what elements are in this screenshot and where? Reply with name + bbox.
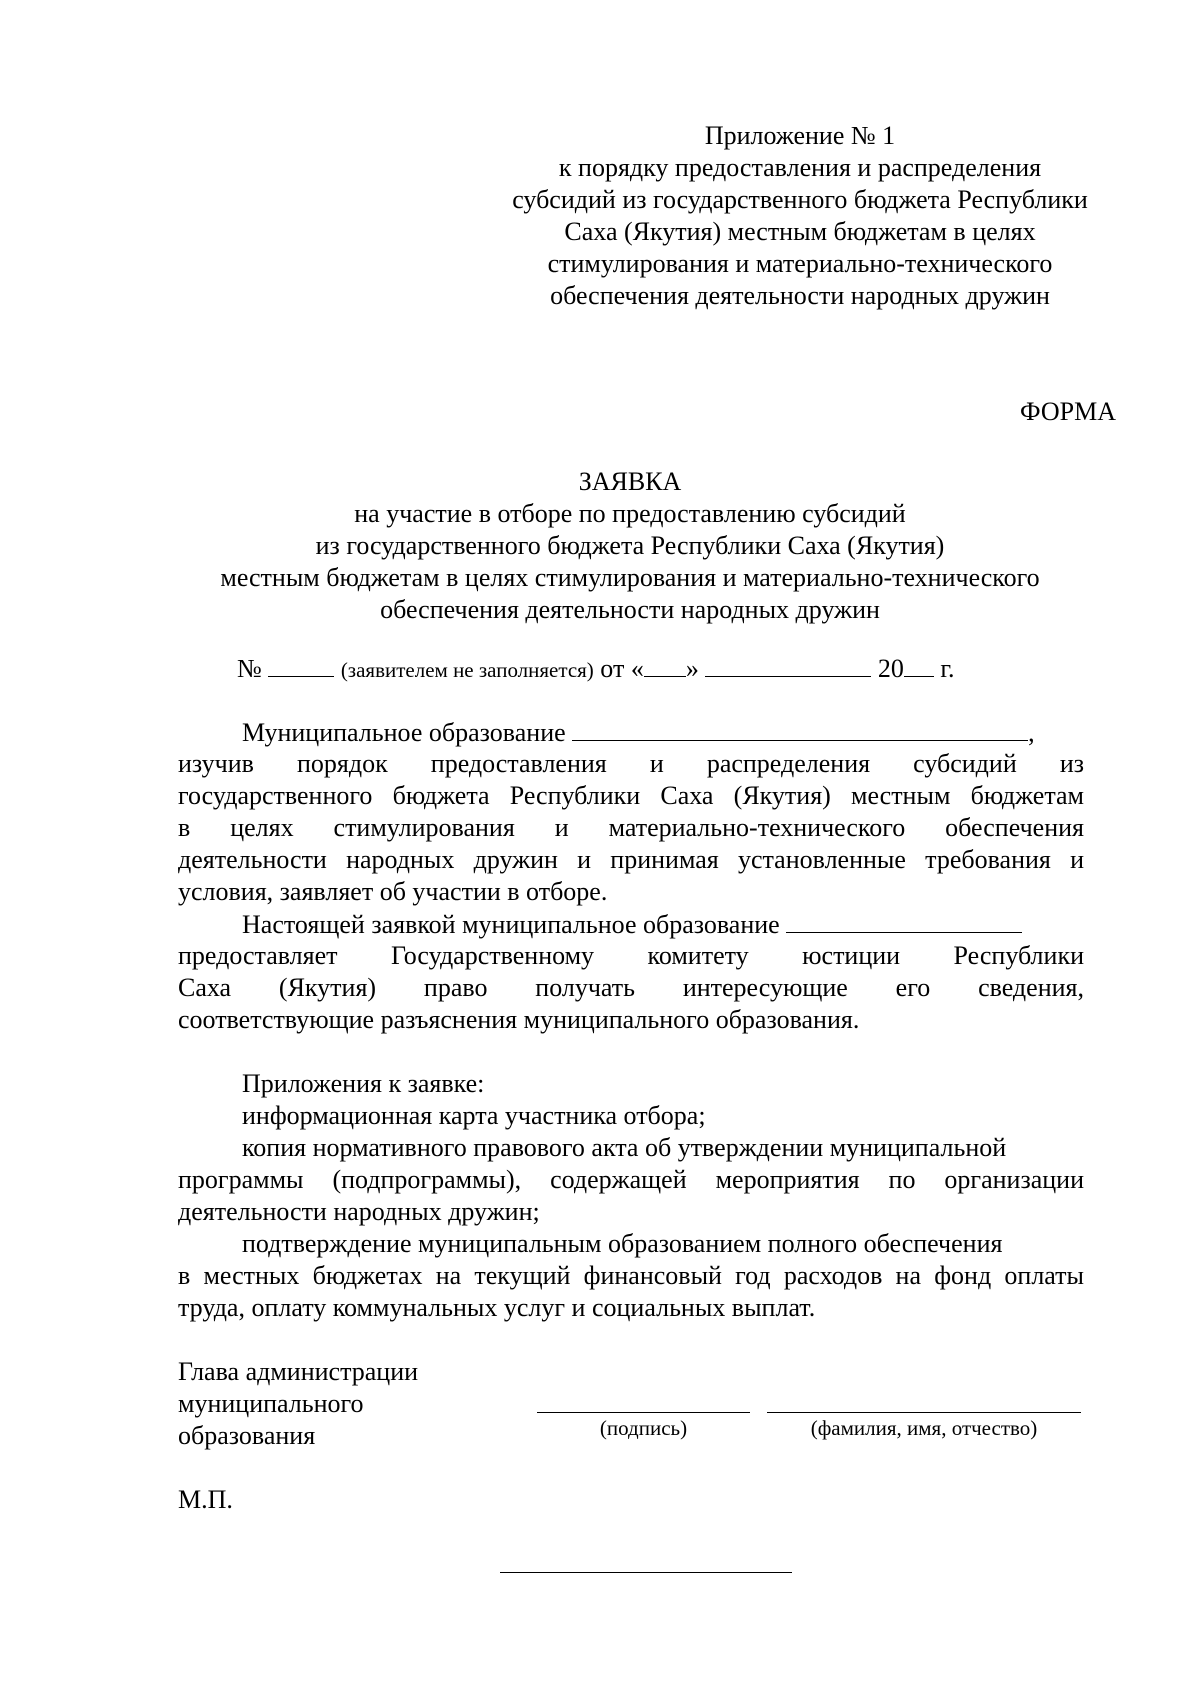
number-note: (заявителем не заполняется) xyxy=(340,658,594,682)
heading-line: обеспечения деятельности народных дружин xyxy=(380,595,880,624)
form-label: ФОРМА xyxy=(1020,397,1116,426)
appendix-line: Саха (Якутия) местным бюджетам в целях xyxy=(564,217,1036,246)
attachments-heading: Приложения к заявке: xyxy=(242,1069,485,1098)
number-sign: № xyxy=(237,654,262,683)
full-name-caption: (фамилия, имя, отчество) xyxy=(810,1416,1038,1440)
municipality-blank xyxy=(572,716,1028,741)
appendix-line: к порядку предоставления и распределения xyxy=(558,153,1042,182)
attachment-item-line: деятельности народных дружин; xyxy=(178,1197,540,1226)
appendix-line: субсидий из государственного бюджета Республики xyxy=(512,185,1088,214)
paragraph-line: Саха (Якутия) право получать интересующие его сведения, xyxy=(178,973,1084,1002)
signatory-title: образования xyxy=(178,1421,316,1450)
consent-line xyxy=(242,908,1022,941)
document-title: ЗАЯВКА xyxy=(578,467,682,496)
signatory-title: Глава администрации xyxy=(178,1357,419,1386)
year-suffix: г. xyxy=(940,654,955,683)
date-from-label: от « xyxy=(600,654,644,683)
heading-line: из государственного бюджета Республики Саха (Якутия) xyxy=(315,531,945,560)
heading-line: на участие в отборе по предоставлению субсидий xyxy=(354,499,906,528)
attachment-item-line: программы (подпрограммы), содержащей мероприятия по организации xyxy=(178,1165,1084,1194)
paragraph-line: соответствующие разъяснения муниципального образования. xyxy=(178,1005,860,1034)
heading-line: местным бюджетам в целях стимулирования и материально-технического xyxy=(220,563,1040,592)
paragraph-line: государственного бюджета Республики Саха (Якутия) местным бюджетам xyxy=(178,781,1084,810)
consent-label: Настоящей заявкой муниципальное образование xyxy=(242,910,780,939)
signatory-title: муниципального xyxy=(178,1389,364,1418)
number-blank xyxy=(268,652,334,677)
consent-blank xyxy=(786,908,1022,933)
signature-caption: (подпись) xyxy=(599,1416,688,1440)
attachment-item: информационная карта участника отбора; xyxy=(242,1101,706,1130)
month-blank xyxy=(705,652,871,677)
attachment-item: подтверждение муниципальным образованием полного обеспечения xyxy=(242,1229,1003,1258)
date-close-quote: » xyxy=(685,654,699,683)
appendix-line: обеспечения деятельности народных дружин xyxy=(550,281,1050,310)
day-blank xyxy=(644,652,686,677)
stamp-label: М.П. xyxy=(178,1485,233,1514)
bottom-rule xyxy=(500,1572,792,1573)
comma: , xyxy=(1028,718,1035,747)
municipality-line xyxy=(242,716,1035,749)
appendix-line: стимулирования и материально-технического xyxy=(547,249,1053,278)
paragraph-line: деятельности народных дружин и принимая установленные требования и xyxy=(178,845,1084,874)
paragraph-line: условия, заявляет об участии в отборе. xyxy=(178,877,608,906)
appendix-title: Приложение № 1 xyxy=(704,121,896,150)
attachment-item: копия нормативного правового акта об утверждении муниципальной xyxy=(242,1133,1007,1162)
attachment-item-line: труда, оплату коммунальных услуг и социальных выплат. xyxy=(178,1293,816,1322)
number-line xyxy=(237,652,955,686)
year-prefix: 20 xyxy=(877,654,904,683)
year-blank xyxy=(904,652,934,677)
paragraph-line: предоставляет Государственному комитету юстиции Республики xyxy=(178,941,1084,970)
paragraph-line: изучив порядок предоставления и распределения субсидий из xyxy=(178,749,1084,778)
municipality-label: Муниципальное образование xyxy=(242,718,566,747)
attachment-item-line: в местных бюджетах на текущий финансовый год расходов на фонд оплаты xyxy=(178,1261,1084,1290)
paragraph-line: в целях стимулирования и материально-технического обеспечения xyxy=(178,813,1084,842)
